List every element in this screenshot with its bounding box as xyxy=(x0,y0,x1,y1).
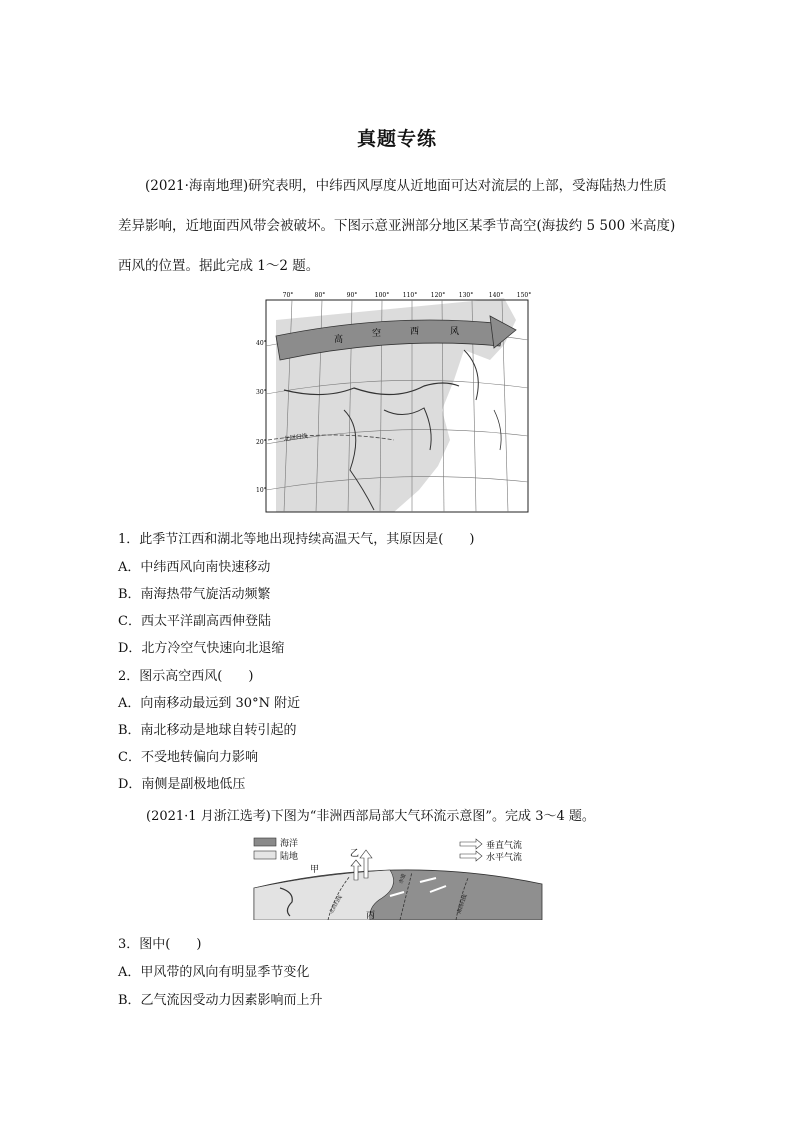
intro-paragraph-2: (2021·1 月浙江选考)下图为“非洲西部局部大气环流示意图”。完成 3～4 题。 xyxy=(146,809,595,824)
question-1-option-d: D．北方冷空气快速向北退缩 xyxy=(118,641,285,656)
question-2-stem: 2．图示高空西风( ) xyxy=(118,669,254,684)
question-1-stem: 1．此季节江西和湖北等地出现持续高温天气，其原因是( ) xyxy=(118,532,475,547)
label-bing: 丙 xyxy=(366,911,376,920)
question-2-option-c: C．不受地转偏向力影响 xyxy=(118,750,258,765)
lon-label: 130° xyxy=(458,292,474,299)
lon-label: 70° xyxy=(282,292,294,299)
intro-paragraph-line-3: 西风的位置。据此完成 1～2 题。 xyxy=(118,258,320,274)
lon-label: 100° xyxy=(374,292,390,299)
lat-label: 20° xyxy=(256,439,267,446)
label-equator: 赤道 xyxy=(398,873,408,885)
lon-label: 110° xyxy=(402,292,418,299)
wind-label-char: 风 xyxy=(450,327,460,337)
lat-label: 40° xyxy=(256,340,267,347)
legend-vertical-label: 垂直气流 xyxy=(486,841,523,851)
lon-label: 140° xyxy=(488,292,504,299)
question-2-option-a: A．向南移动最远到 30°N 附近 xyxy=(118,696,301,711)
africa-circulation-diagram xyxy=(250,836,546,920)
legend-ocean-label: 海洋 xyxy=(280,839,299,849)
legend-horizontal-label: 水平气流 xyxy=(486,853,523,863)
label-north-tropic: 北回归线 xyxy=(328,894,344,915)
legend-land-label: 陆地 xyxy=(280,852,299,862)
label-jia: 甲 xyxy=(310,865,320,875)
tropic-label: 北回归线 xyxy=(283,432,309,443)
lon-label: 120° xyxy=(430,292,446,299)
question-1-option-a: A．中纬西风向南快速移动 xyxy=(118,560,271,575)
question-3-option-a: A．甲风带的风向有明显季节变化 xyxy=(118,965,310,980)
asia-westerlies-map xyxy=(254,290,540,514)
lon-label: 80° xyxy=(314,292,326,299)
label-south-tropic: 南回归线 xyxy=(456,893,469,915)
question-2-option-d: D．南侧是副极地低压 xyxy=(118,777,246,792)
question-1-option-c: C．西太平洋副高西伸登陆 xyxy=(118,614,271,629)
lat-label: 30° xyxy=(256,389,267,396)
question-1-option-b: B．南海热带气旋活动频繁 xyxy=(118,587,271,602)
wind-label-char: 高 xyxy=(334,335,344,345)
wind-label-char: 西 xyxy=(410,327,420,337)
intro-paragraph-line-1: (2021·海南地理)研究表明，中纬西风厚度从近地面可达对流层的上部，受海陆热力性质 xyxy=(145,178,667,194)
lon-label: 150° xyxy=(516,292,532,299)
wind-label-char: 空 xyxy=(372,329,382,339)
intro-paragraph-line-2: 差异影响，近地面西风带会被破坏。下图示意亚洲部分地区某季节高空(海拔约 5 500 米高度) xyxy=(118,218,676,234)
page-title: 真题专练 xyxy=(356,128,437,150)
question-3-option-b: B．乙气流因受动力因素影响而上升 xyxy=(118,993,323,1008)
label-yi: 乙 xyxy=(350,849,360,859)
question-3-stem: 3．图中( ) xyxy=(118,937,202,952)
question-2-option-b: B．南北移动是地球自转引起的 xyxy=(118,723,297,738)
lon-label: 90° xyxy=(346,292,358,299)
lat-label: 10° xyxy=(256,487,267,494)
